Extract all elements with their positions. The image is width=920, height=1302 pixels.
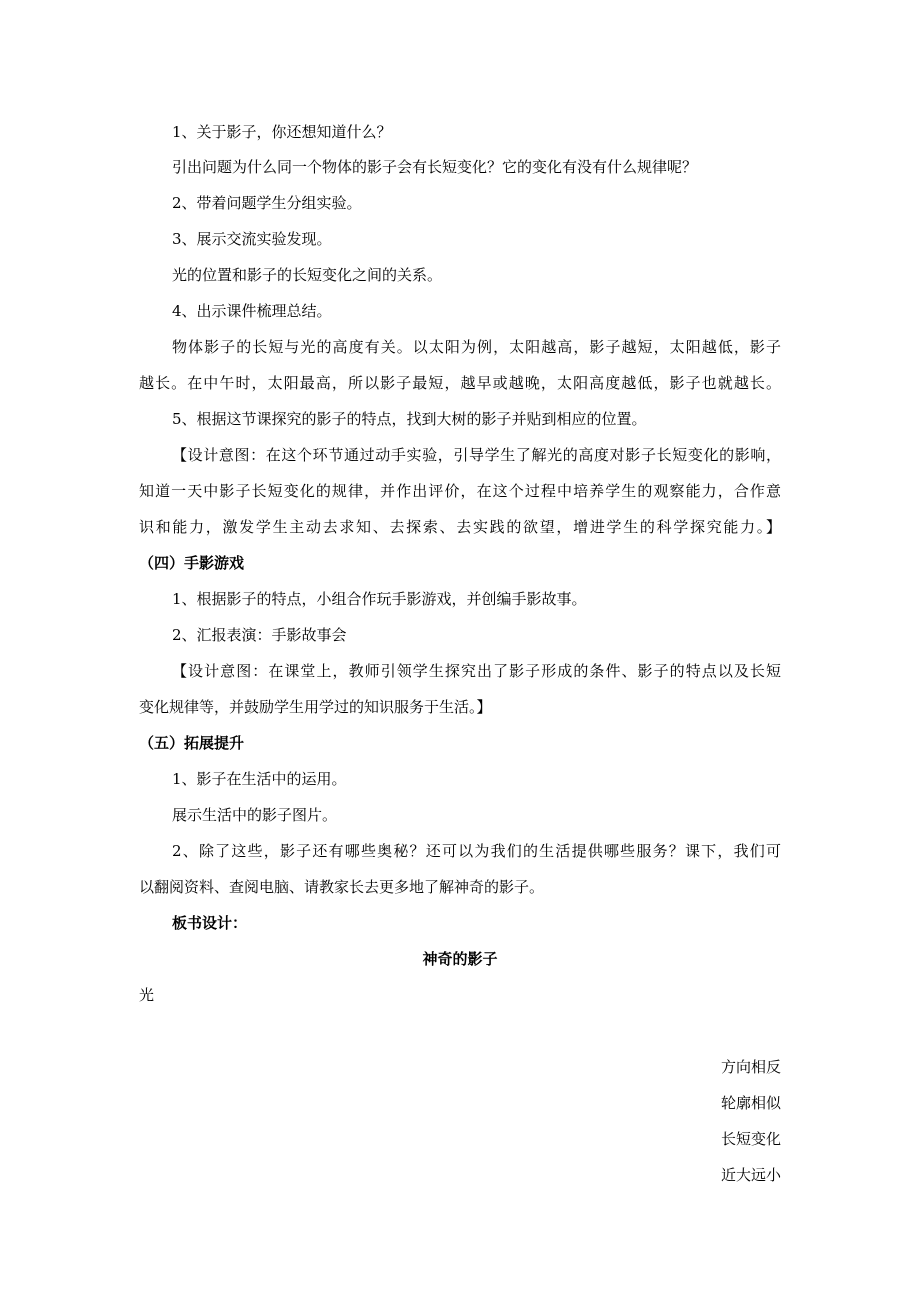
design-intent-1-line-2: 知道一天中影子长短变化的规律，并作出评价，在这个过程中培养学生的观察能力，合作意 — [139, 482, 781, 500]
paragraph-question-lead: 引出问题为什么同一个物体的影子会有长短变化？它的变化有没有什么规律呢？ — [172, 158, 698, 176]
paragraph-step-5: 5、根据这节课探究的影子的特点，找到大树的影子并贴到相应的位置。 — [172, 410, 647, 428]
design-intent-1-line-1: 【设计意图：在这个环节通过动手实验，引导学生了解光的高度对影子长短变化的影响， — [172, 446, 781, 464]
paragraph-game-1: 1、根据影子的特点，小组合作玩手影游戏，并创编手影故事。 — [172, 590, 587, 608]
paragraph-summary-line-1: 物体影子的长短与光的高度有关。以太阳为例，太阳越高，影子越短，太阳越低，影子 — [172, 338, 781, 356]
board-item-length-change: 长短变化 — [720, 1130, 781, 1148]
paragraph-step-4: 4、出示课件梳理总结。 — [172, 302, 332, 320]
board-item-near-big-far-small: 近大远小 — [720, 1166, 781, 1184]
paragraph-extension-pictures: 展示生活中的影子图片。 — [172, 806, 338, 824]
board-item-light: 光 — [139, 986, 155, 1004]
section-heading-extension: （五）拓展提升 — [139, 734, 245, 752]
design-intent-1-line-3: 识和能力，激发学生主动去求知、去探索、去实践的欲望，增进学生的科学探究能力。】 — [139, 518, 781, 536]
design-intent-2-line-1: 【设计意图：在课堂上，教师引领学生探究出了影子形成的条件、影子的特点以及长短 — [172, 662, 781, 680]
paragraph-light-relation: 光的位置和影子的长短变化之间的关系。 — [172, 266, 443, 284]
paragraph-step-2: 2、带着问题学生分组实验。 — [172, 194, 362, 212]
section-heading-shadow-game: （四）手影游戏 — [139, 554, 245, 572]
board-title: 神奇的影子 — [422, 950, 498, 968]
paragraph-summary-line-2: 越长。在中午时，太阳最高，所以影子最短，越早或越晚，太阳高度越低，影子也就越长。 — [139, 374, 781, 392]
paragraph-extension-1: 1、影子在生活中的运用。 — [172, 770, 347, 788]
paragraph-extension-2-line-2: 以翻阅资料、查阅电脑、请教家长去更多地了解神奇的影子。 — [139, 878, 545, 896]
board-item-opposite-direction: 方向相反 — [720, 1058, 781, 1076]
paragraph-step-3: 3、展示交流实验发现。 — [172, 230, 332, 248]
board-item-similar-outline: 轮廓相似 — [720, 1094, 781, 1112]
paragraph-extension-2-line-1: 2、除了这些，影子还有哪些奥秘？还可以为我们的生活提供哪些服务？课下，我们可 — [172, 842, 781, 860]
design-intent-2-line-2: 变化规律等，并鼓励学生用学过的知识服务于生活。】 — [139, 698, 492, 716]
paragraph-q1: 1、关于影子，你还想知道什么？ — [172, 123, 392, 141]
board-design-label: 板书设计： — [172, 914, 248, 932]
paragraph-game-2: 2、汇报表演：手影故事会 — [172, 626, 347, 644]
